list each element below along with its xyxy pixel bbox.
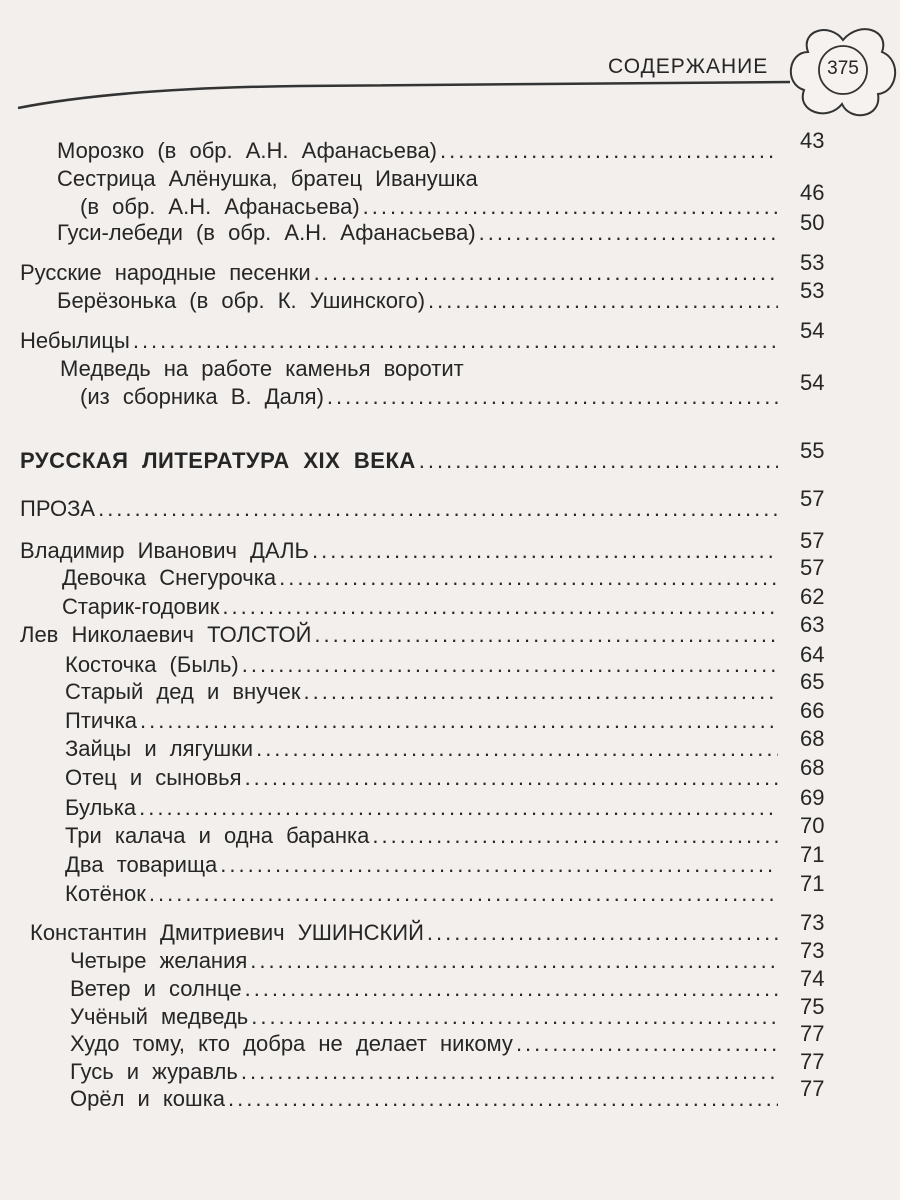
toc-entry[interactable] bbox=[20, 448, 778, 474]
toc-page-number: 54 bbox=[800, 370, 825, 395]
leader-dots bbox=[133, 328, 778, 354]
leader-dots bbox=[256, 736, 778, 762]
toc-entry-title: Четыре желания bbox=[70, 948, 248, 973]
toc-entry-title: Худо тому, кто добра не делает никому bbox=[70, 1031, 513, 1056]
toc-page-number: 77 bbox=[800, 1049, 825, 1074]
toc-entry-title: Зайцы и лягушки bbox=[65, 736, 254, 761]
leader-dots bbox=[98, 496, 778, 522]
leader-dots bbox=[516, 1031, 778, 1057]
leader-dots bbox=[245, 765, 778, 791]
toc-entry[interactable] bbox=[70, 1031, 778, 1057]
toc-entry[interactable] bbox=[70, 948, 778, 974]
toc-entry-title: Старик-годовик bbox=[62, 594, 220, 619]
toc-entry[interactable] bbox=[65, 823, 778, 849]
section-title: СОДЕРЖАНИЕ bbox=[608, 55, 769, 78]
toc-entry[interactable] bbox=[62, 594, 778, 620]
leader-dots bbox=[372, 823, 778, 849]
toc-entry[interactable] bbox=[30, 920, 778, 946]
leader-dots bbox=[139, 795, 778, 821]
leader-dots bbox=[251, 1004, 778, 1030]
toc-page-number: 63 bbox=[800, 612, 825, 637]
toc-entry[interactable] bbox=[80, 384, 778, 410]
toc-entry[interactable] bbox=[65, 795, 778, 821]
toc-entry[interactable] bbox=[65, 679, 778, 705]
toc-entry[interactable] bbox=[20, 328, 778, 354]
toc-page-number: 77 bbox=[800, 1076, 825, 1101]
toc-page-number: 64 bbox=[800, 642, 825, 667]
leader-dots bbox=[242, 652, 778, 678]
toc-entry[interactable] bbox=[20, 538, 778, 564]
toc-page-number: 66 bbox=[800, 698, 825, 723]
toc-page-number: 54 bbox=[800, 318, 825, 343]
leader-dots bbox=[140, 708, 778, 734]
toc-entry[interactable] bbox=[65, 652, 778, 678]
leader-dots bbox=[440, 138, 778, 164]
leader-dots bbox=[314, 622, 778, 648]
leader-dots bbox=[228, 1086, 778, 1112]
toc-page-number: 69 bbox=[800, 785, 825, 810]
toc-page-number: 62 bbox=[800, 584, 825, 609]
toc-entry-title: Булька bbox=[65, 795, 137, 820]
toc-page-number: 73 bbox=[800, 938, 825, 963]
toc-entry-title: Отец и сыновья bbox=[65, 765, 242, 790]
toc-entry[interactable] bbox=[20, 622, 778, 648]
toc-entry-title: Русские народные песенки bbox=[20, 260, 311, 285]
leader-dots bbox=[479, 220, 778, 246]
toc-page-number: 75 bbox=[800, 994, 825, 1019]
leader-dots bbox=[363, 194, 778, 220]
toc-entry-title: Девочка Снегурочка bbox=[62, 565, 277, 590]
toc-entry-title: ПРОЗА bbox=[20, 496, 96, 521]
toc-entry[interactable] bbox=[20, 496, 778, 522]
toc-page-number: 71 bbox=[800, 871, 825, 896]
toc-entry-title: Старый дед и внучек bbox=[65, 679, 301, 704]
toc-entry-title: Косточка (Быль) bbox=[65, 652, 239, 677]
toc-entry[interactable] bbox=[65, 765, 778, 791]
toc-entry-title: Орёл и кошка bbox=[70, 1086, 226, 1111]
leader-dots bbox=[327, 384, 778, 410]
toc-entry[interactable] bbox=[57, 138, 778, 164]
toc-entry-title: Владимир Иванович ДАЛЬ bbox=[20, 538, 309, 563]
toc-entry[interactable] bbox=[62, 565, 778, 591]
toc-page-number: 77 bbox=[800, 1021, 825, 1046]
toc-entry[interactable] bbox=[65, 852, 778, 878]
leader-dots bbox=[419, 448, 778, 474]
toc-entry-title: Два товарища bbox=[65, 852, 218, 877]
toc-entry-title: Берёзонька (в обр. К. Ушинского) bbox=[57, 288, 426, 313]
toc-entry-title: Лев Николаевич ТОЛСТОЙ bbox=[20, 622, 312, 647]
toc-page-number: 74 bbox=[800, 966, 825, 991]
toc-entry-line: Медведь на работе каменья воротит bbox=[60, 356, 464, 381]
toc-page-number: 71 bbox=[800, 842, 825, 867]
toc-entry-title: Ветер и солнце bbox=[70, 976, 242, 1001]
toc-entry-title: Гуси-лебеди (в обр. А.Н. Афанасьева) bbox=[57, 220, 476, 245]
toc-entry-title: (из сборника В. Даля) bbox=[80, 384, 324, 409]
toc-page-number: 57 bbox=[800, 555, 825, 580]
leader-dots bbox=[222, 594, 778, 620]
toc-entry[interactable] bbox=[65, 736, 778, 762]
toc-page-number: 50 bbox=[800, 210, 825, 235]
toc-page-number: 46 bbox=[800, 180, 825, 205]
toc-entry-title: Учёный медведь bbox=[70, 1004, 249, 1029]
toc-page-number: 65 bbox=[800, 669, 825, 694]
leader-dots bbox=[314, 260, 778, 286]
toc-entry[interactable] bbox=[80, 194, 778, 220]
toc-entry[interactable] bbox=[57, 220, 778, 246]
toc-page-number: 53 bbox=[800, 250, 825, 275]
toc-entry-title: Небылицы bbox=[20, 328, 130, 353]
toc-entry[interactable] bbox=[20, 260, 778, 286]
toc-entry-line: Сестрица Алёнушка, братец Иванушка bbox=[57, 166, 478, 191]
header-curve-line bbox=[18, 82, 790, 108]
leader-dots bbox=[427, 920, 778, 946]
leader-dots bbox=[250, 948, 778, 974]
page-number: 375 bbox=[827, 58, 859, 79]
toc-entry-title: Морозко (в обр. А.Н. Афанасьева) bbox=[57, 138, 437, 163]
toc-entry-title: Три калача и одна баранка bbox=[65, 823, 370, 848]
toc-entry-title: Гусь и журавль bbox=[70, 1059, 238, 1084]
toc-entry[interactable] bbox=[70, 1059, 778, 1085]
leader-dots bbox=[304, 679, 779, 705]
toc-entry[interactable] bbox=[65, 881, 778, 907]
toc-page-number: 68 bbox=[800, 755, 825, 780]
leader-dots bbox=[312, 538, 778, 564]
leader-dots bbox=[220, 852, 778, 878]
toc-entry[interactable] bbox=[70, 1086, 778, 1112]
toc-entry[interactable] bbox=[70, 1004, 778, 1030]
toc-entry-title: РУССКАЯ ЛИТЕРАТУРА XIX ВЕКА bbox=[20, 448, 416, 473]
toc-page-number: 70 bbox=[800, 813, 825, 838]
toc-entry-title: Константин Дмитриевич УШИНСКИЙ bbox=[30, 920, 424, 945]
leader-dots bbox=[241, 1059, 778, 1085]
toc-entry-title: Котёнок bbox=[65, 881, 146, 906]
toc-page-number: 57 bbox=[800, 528, 825, 553]
toc-page-number: 68 bbox=[800, 726, 825, 751]
toc-page-number: 55 bbox=[800, 438, 825, 463]
toc-entry[interactable] bbox=[57, 288, 778, 314]
leader-dots bbox=[245, 976, 778, 1002]
toc-entry-title: (в обр. А.Н. Афанасьева) bbox=[80, 194, 360, 219]
leader-dots bbox=[428, 288, 778, 314]
toc-entry[interactable] bbox=[65, 708, 778, 734]
leader-dots bbox=[279, 565, 778, 591]
leader-dots bbox=[149, 881, 778, 907]
toc-page-number: 57 bbox=[800, 486, 825, 511]
toc-entry-title: Птичка bbox=[65, 708, 137, 733]
toc-page-number: 53 bbox=[800, 278, 825, 303]
toc-page-number: 43 bbox=[800, 128, 825, 153]
toc-entry[interactable] bbox=[70, 976, 778, 1002]
toc-page-number: 73 bbox=[800, 910, 825, 935]
